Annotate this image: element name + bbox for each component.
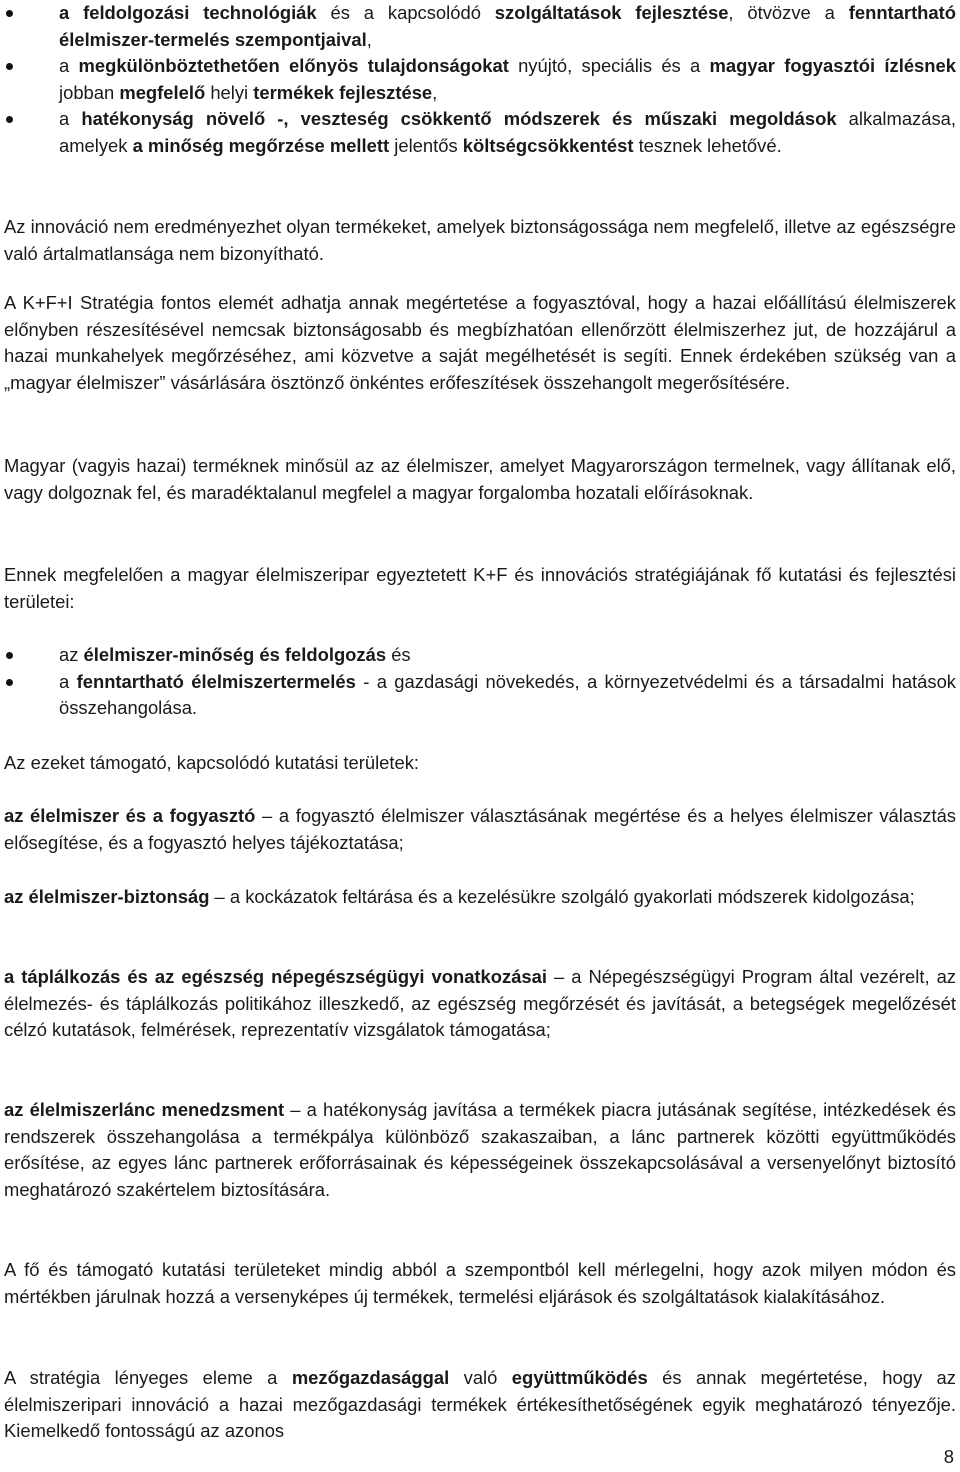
bullet-list-mid (4, 642, 956, 722)
bold-text: magyar fogyasztói ízlésnek (709, 55, 956, 76)
text-run: tesznek lehetővé. (633, 134, 782, 156)
bold-text: élelmiszer-minőség és feldolgozás (83, 644, 387, 665)
topic-consumer (4, 803, 956, 856)
bullet-icon (6, 116, 13, 123)
topic-description: – a Népegészségügyi Program által vezérelt, az élelmezés- és táplálkozás politikához illeszkedő, az egészség megőrzését és javítását, a betegségek megelőzését célzó kutatások, felmérések, reprezentatív vizsgálatok támogatása; (4, 966, 956, 1040)
topic-term: az élelmiszerlánc menedzsment (4, 1099, 285, 1120)
text-run: és a kapcsolódó (316, 2, 495, 23)
text-run: az (59, 644, 84, 665)
list-item-text (59, 55, 956, 103)
paragraph-agriculture (4, 1365, 956, 1445)
text-run: , (432, 81, 438, 103)
text-run: és annak megértetése, hogy az élelmiszeripari innováció a hazai mezőgazdasági termékek értékesíthetőségének egyik meghatározó tényezője. Kiemelkedő fontosságú az azonos (4, 1367, 956, 1441)
bold-text: szolgáltatások fejlesztése (494, 2, 729, 23)
bold-text: mezőgazdasággal (291, 1367, 450, 1388)
list-item (4, 106, 956, 159)
text-run: való (449, 1367, 512, 1388)
text-run: és (386, 644, 411, 665)
text-run: a (59, 55, 79, 76)
topic-term: a táplálkozás és az egészség népegészségügyi vonatkozásai (4, 966, 547, 987)
topic-food-chain (4, 1097, 956, 1203)
text-run: - a gazdasági növekedés, a környezetvédelmi és a társadalmi hatások összehangolása. (59, 670, 957, 718)
paragraph-hungarian-product: Magyar (vagyis hazai) terméknek minősül az az élelmiszer, amelyet Magyarországon termelnek, vagy állítanak elő, vagy dolgoznak fel, és maradéktalanul megfelel a magyar forgalomba hozatali előírásoknak. (4, 455, 956, 503)
list-item (4, 53, 956, 106)
bold-text: költségcsökkentést (462, 134, 634, 156)
text-run: jobban (59, 81, 120, 103)
text-run: nyújtó, speciális és a (508, 55, 710, 76)
text-run: a (59, 670, 77, 692)
bullet-icon (6, 679, 13, 686)
text-run: , (366, 28, 372, 50)
topic-description: – a fogyasztó élelmiszer választásának megértése és a helyes élelmiszer választás elősegítése, és a fogyasztó helyes tájékoztatása; (4, 805, 956, 853)
bold-text: termékek fejlesztése (253, 81, 433, 103)
bold-text: fenntartható élelmiszertermelés (76, 670, 356, 692)
text-run: alkalmazása, amelyek (59, 108, 957, 156)
topic-nutrition-health (4, 964, 956, 1044)
list-item (4, 0, 956, 53)
list-item (4, 669, 956, 722)
bold-text: megfelelő (119, 81, 206, 103)
bullet-icon (6, 10, 13, 17)
text-run: A stratégia lényeges eleme a (4, 1367, 292, 1388)
bold-text: a minőség megőrzése mellett (132, 134, 390, 156)
bold-text: együttműködés (511, 1367, 648, 1388)
paragraph-supporting-areas: Az ezeket támogató, kapcsolódó kutatási területek: (4, 752, 420, 773)
paragraph-innovation: Az innováció nem eredményezhet olyan termékeket, amelyek biztonságossága nem megfelelő, illetve az egészségre való ártalmatlansága nem bizonyítható. (4, 216, 956, 264)
paragraph-evaluation: A fő és támogató kutatási területeket mindig abból a szempontból kell mérlegelni, hogy azok milyen módon és mértékben járulnak hozzá a versenyképes új termékek, termelési eljárások és szolgáltatások kialakításához. (4, 1259, 956, 1307)
topic-description: – a kockázatok feltárása és a kezelésükre szolgáló gyakorlati módszerek kidolgozása; (209, 886, 915, 907)
bullet-icon (6, 63, 13, 70)
paragraph-research-areas: Ennek megfelelően a magyar élelmiszeripar egyeztetett K+F és innovációs stratégiájának fő kutatási és fejlesztési területei: (4, 564, 956, 612)
paragraph-strategy: A K+F+I Stratégia fontos elemét adhatja annak megértetése a fogyasztóval, hogy a hazai előállítású élelmiszerek előnyben részesítésével nemcsak biztonságosabb és megbízhatóan ellenőrzött élelmiszerhez jut, de hozzájárul a hazai munkahelyek megőrzéséhez, ami közvetve a saját megélhetését is segíti. Ennek érdekében szükség van a „magyar élelmiszer” vásárlására ösztönző önkéntes erőfeszítések összehangolt megerősítésére. (4, 292, 956, 393)
list-item-text (59, 108, 956, 156)
bold-text: megkülönböztethetően előnyös tulajdonságokat (78, 55, 509, 76)
page-number: 8 (943, 1446, 954, 1467)
topic-term: az élelmiszer-biztonság (4, 886, 210, 907)
bold-text: hatékonyság növelő -, veszteség csökkentő módszerek és műszaki megoldások (81, 108, 837, 129)
list-item-text (59, 644, 411, 665)
bullet-icon (6, 652, 13, 659)
text-run: , ötvözve a (728, 2, 849, 23)
list-item-text (59, 671, 956, 719)
bullet-list-top (4, 0, 956, 159)
topic-food-safety (4, 884, 956, 911)
topic-term: az élelmiszer és a fogyasztó (4, 805, 256, 826)
bold-text: a feldolgozási technológiák (59, 2, 317, 23)
text-run: jelentős (389, 134, 463, 156)
text-run: a (59, 108, 82, 129)
topic-description: – a hatékonyság javítása a termékek piacra jutásának segítése, intézkedések és rendszerek összehangolása a termékpálya különböző szakaszaiban, a lánc partnerek közötti együttműködés erősítése, az egyes lánc partnerek erőforrásainak és képességeinek összekapcsolásával a versenyelőnyt biztosító meghatározó szakértelem biztosítására. (4, 1099, 957, 1200)
list-item (4, 642, 956, 669)
bold-text: fenntartható élelmiszer-termelés szempontjaival (59, 2, 957, 50)
text-run: helyi (205, 81, 254, 103)
list-item-text (59, 2, 956, 50)
